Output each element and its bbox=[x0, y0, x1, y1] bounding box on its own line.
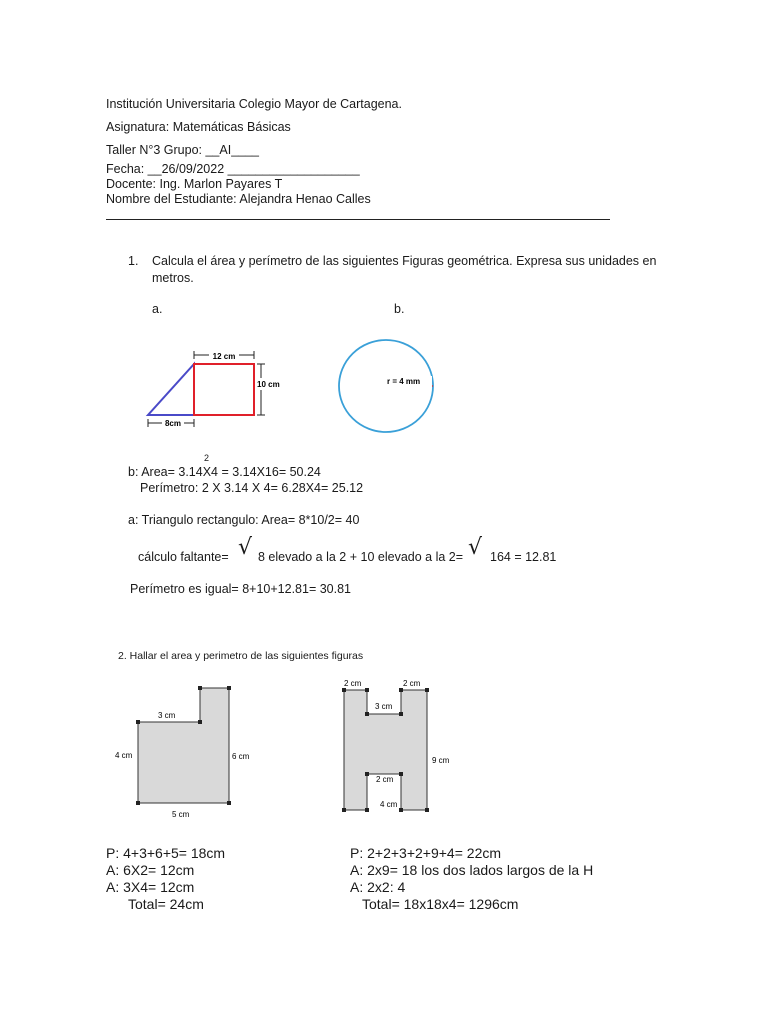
b-perimeter-calc: Perímetro: 2 X 3.14 X 4= 6.28X4= 25.12 bbox=[140, 481, 364, 495]
h-area-2: A: 2x2: 4 bbox=[350, 879, 406, 895]
h-label-inner-bottom-w: 2 cm bbox=[376, 775, 394, 784]
triangle-shape bbox=[148, 364, 194, 415]
workshop-line: Taller N°3 Grupo: __AI____ bbox=[106, 143, 260, 157]
h-label-inner-bottom-h: 4 cm bbox=[380, 800, 398, 809]
radius-label: r = 4 mm bbox=[387, 377, 421, 386]
missing-calc-middle: 8 elevado a la 2 + 10 elevado a la 2= bbox=[258, 550, 464, 564]
q1-number: 1. bbox=[128, 254, 139, 268]
perimeter-total: Perímetro es igual= 8+10+12.81= 30.81 bbox=[130, 582, 351, 596]
l-total: Total= 24cm bbox=[128, 896, 204, 912]
missing-calc-result: 164 = 12.81 bbox=[490, 550, 557, 564]
label-10cm: 10 cm bbox=[257, 380, 280, 389]
a-triangle-calc: a: Triangulo rectangulo: Area= 8*10/2= 40 bbox=[128, 513, 360, 527]
l-area-2: A: 3X4= 12cm bbox=[106, 879, 195, 895]
label-8cm: 8cm bbox=[164, 419, 182, 428]
institution-line: Institución Universitaria Colegio Mayor de Cartagena. bbox=[106, 97, 402, 111]
figure-h-shape bbox=[338, 676, 464, 816]
rectangle-shape bbox=[194, 364, 254, 415]
sqrt-symbol-1: √ bbox=[238, 535, 253, 560]
h-total: Total= 18x18x4= 1296cm bbox=[362, 896, 519, 912]
exponent-2: 2 bbox=[204, 453, 210, 463]
l-label-top: 3 cm bbox=[158, 711, 176, 720]
h-label-inner-top: 3 cm bbox=[375, 702, 393, 711]
q1-label-a: a. bbox=[152, 302, 163, 316]
header-divider bbox=[106, 219, 610, 220]
l-label-bottom: 5 cm bbox=[172, 810, 190, 819]
teacher-line: Docente: Ing. Marlon Payares T bbox=[106, 177, 283, 191]
sqrt-symbol-2: √ bbox=[468, 535, 483, 560]
h-label-top-left: 2 cm bbox=[344, 679, 362, 688]
date-line: Fecha: __26/09/2022 ___________________ bbox=[106, 162, 360, 176]
missing-calc-prefix: cálculo faltante= bbox=[138, 550, 229, 564]
l-shape bbox=[138, 688, 229, 803]
q1-label-b: b. bbox=[394, 302, 405, 316]
h-perimeter: P: 2+2+3+2+9+4= 22cm bbox=[350, 845, 502, 861]
subject-line: Asignatura: Matemáticas Básicas bbox=[106, 120, 291, 134]
l-area-1: A: 6X2= 12cm bbox=[106, 862, 195, 878]
figure-a-trapezoid bbox=[136, 338, 292, 438]
h-area-1: A: 2x9= 18 los dos lados largos de la H bbox=[350, 862, 594, 878]
figure-b-circle bbox=[336, 336, 440, 436]
label-12cm: 12 cm bbox=[212, 352, 236, 361]
l-perimeter: P: 4+3+6+5= 18cm bbox=[106, 845, 226, 861]
q2-text: 2. Hallar el area y perimetro de las siguientes figuras bbox=[118, 650, 364, 662]
q1-text-line1: Calcula el área y perímetro de las siguientes Figuras geométrica. Expresa sus unidades en bbox=[152, 254, 657, 268]
b-area-calc: b: Area= 3.14X4 = 3.14X16= 50.24 bbox=[128, 465, 321, 479]
l-label-right: 6 cm bbox=[232, 752, 250, 761]
h-label-top-right: 2 cm bbox=[403, 679, 421, 688]
figure-l-shape bbox=[112, 682, 262, 822]
student-line: Nombre del Estudiante: Alejandra Henao Calles bbox=[106, 192, 371, 206]
l-label-left: 4 cm bbox=[115, 751, 133, 760]
q1-text-line2: metros. bbox=[152, 271, 194, 285]
h-label-right: 9 cm bbox=[432, 756, 450, 765]
